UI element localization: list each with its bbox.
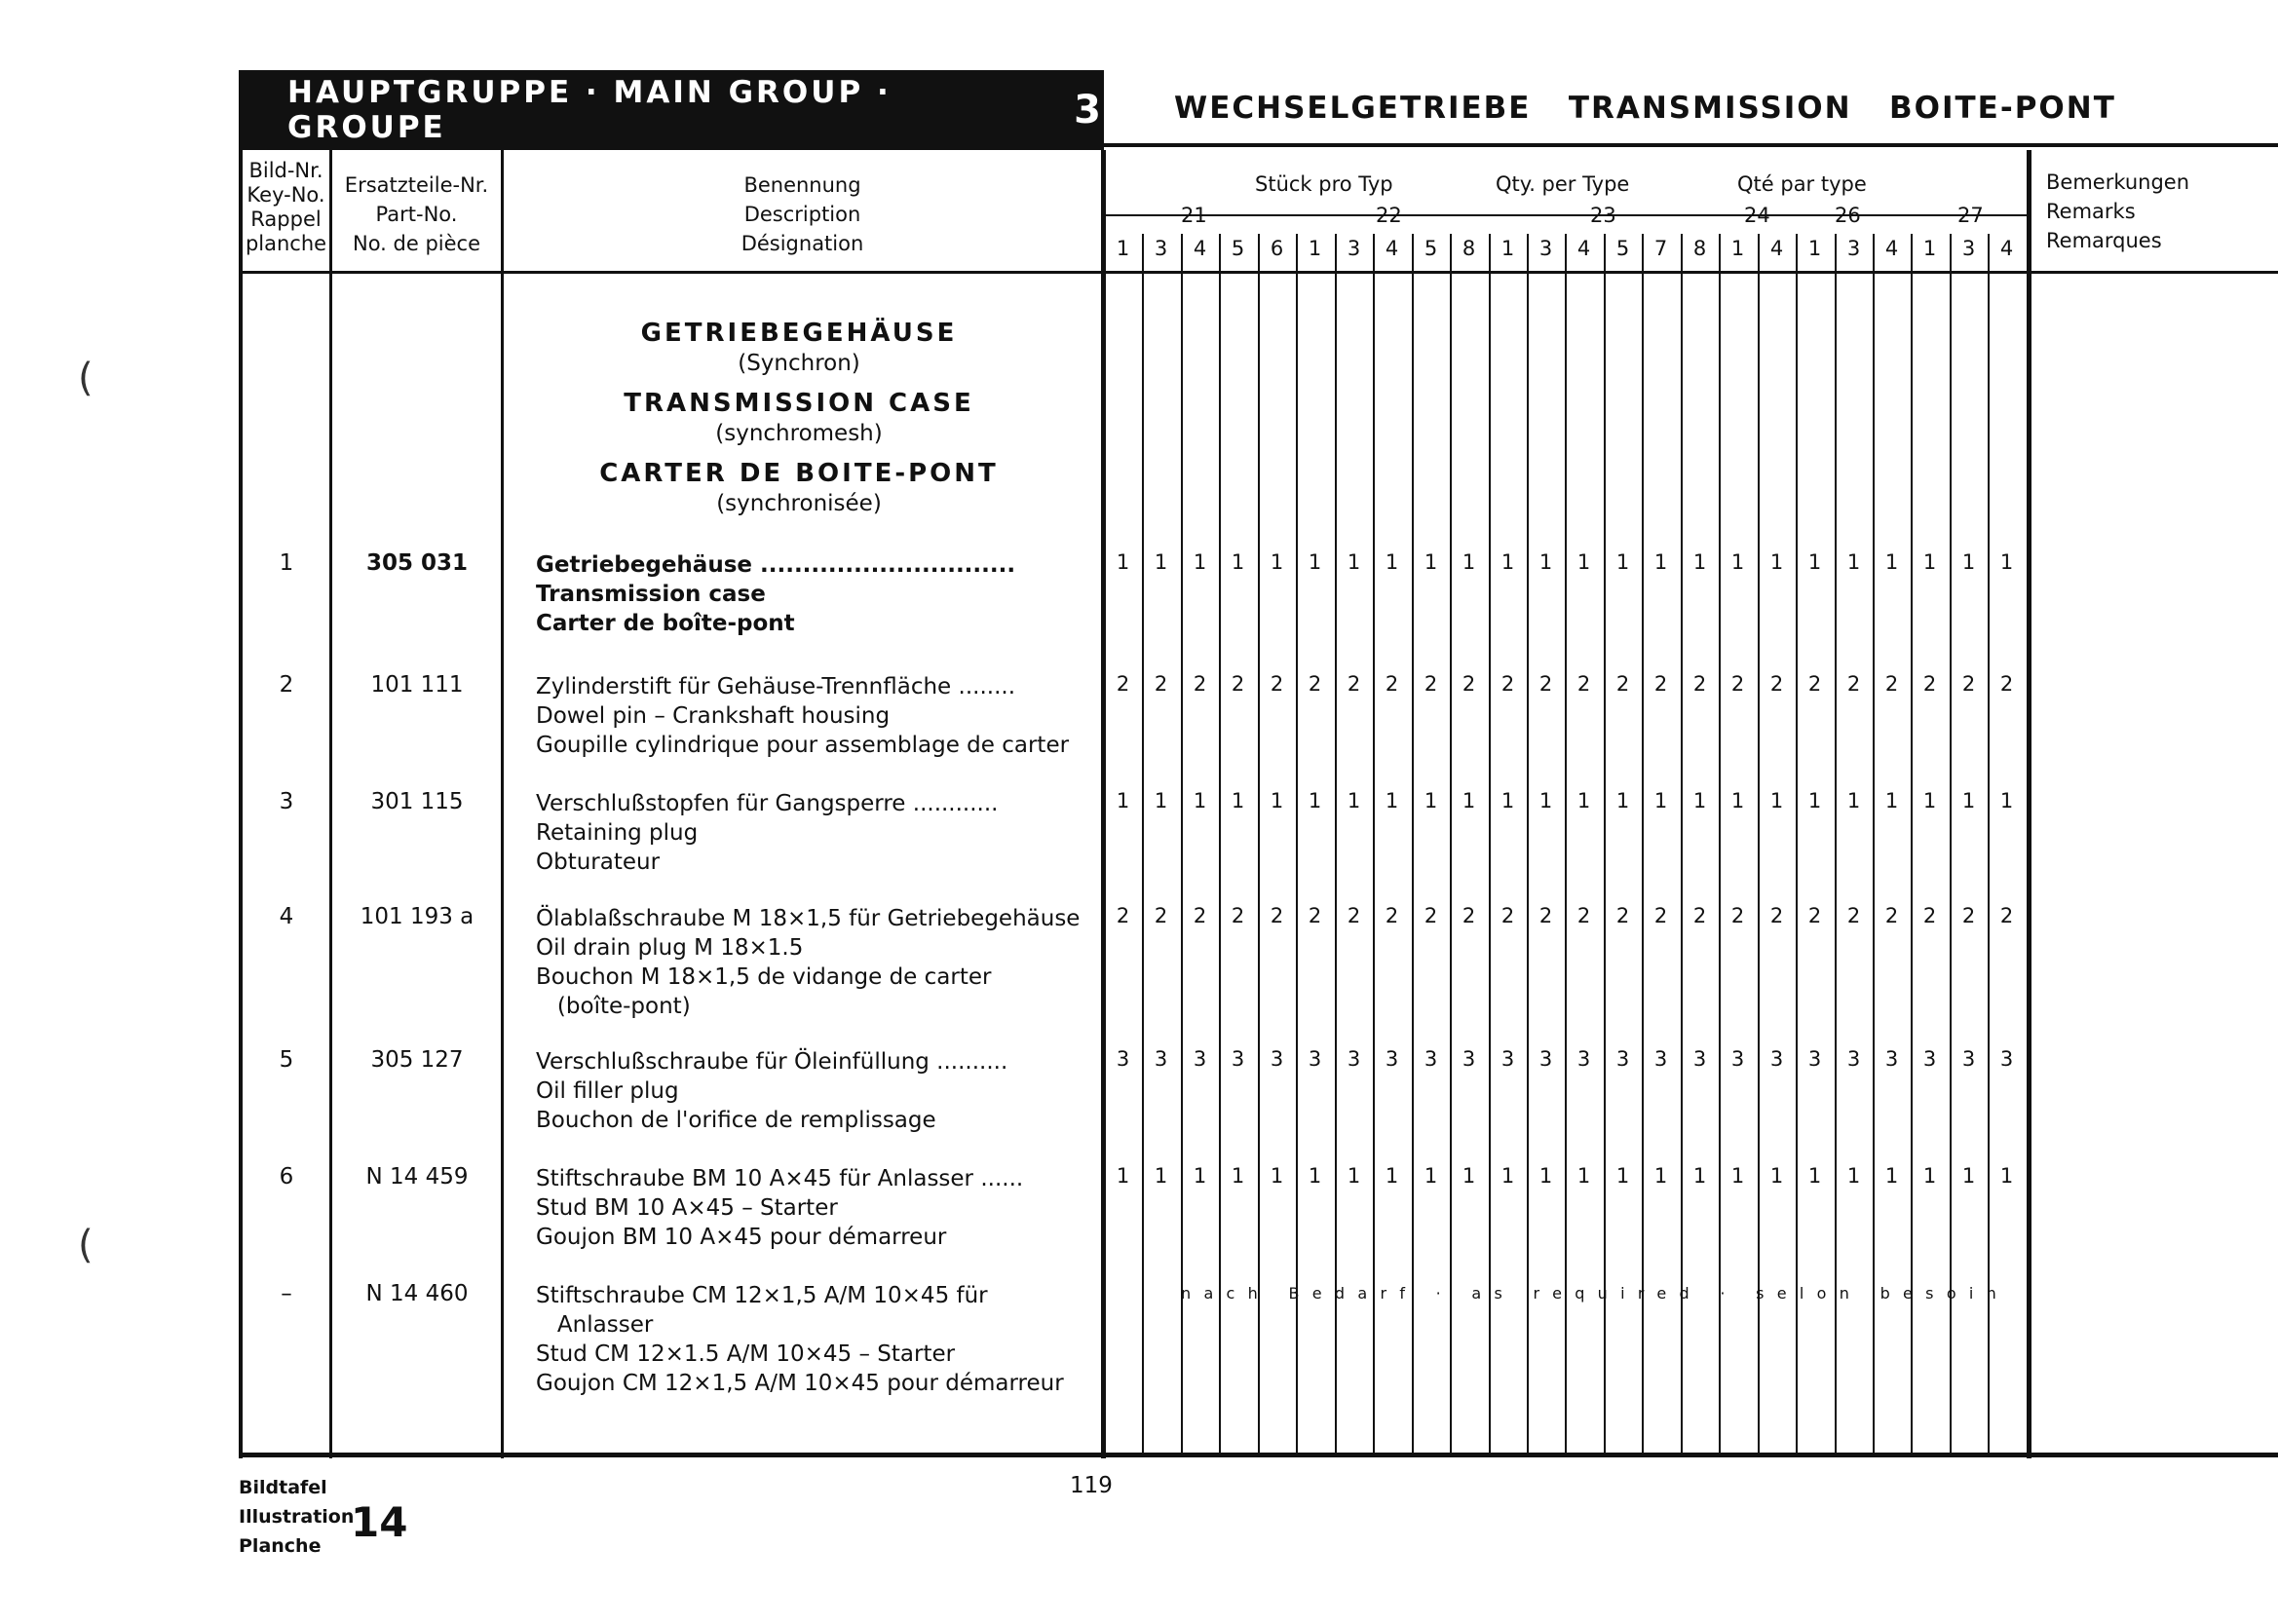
quantity-cell: 2 — [1576, 672, 1591, 696]
type-group-label: 26 — [1835, 204, 1861, 227]
type-group-label: 23 — [1590, 204, 1616, 227]
quantity-cell: 1 — [1385, 789, 1399, 812]
qty-column-line — [1835, 234, 1837, 1454]
quantity-cell: 1 — [1922, 550, 1937, 574]
quantity-cell: 2 — [1424, 672, 1438, 696]
quantity-cell: 1 — [1807, 789, 1822, 812]
variant-number: 8 — [1692, 237, 1707, 260]
quantity-cell: 2 — [1231, 672, 1245, 696]
plate-label: Illustration — [239, 1506, 355, 1528]
variant-number: 5 — [1231, 237, 1245, 260]
quantity-cell: 1 — [1961, 1164, 1976, 1188]
quantity-cell: 3 — [1500, 1047, 1515, 1071]
variant-number: 4 — [1576, 237, 1591, 260]
variant-number: 1 — [1500, 237, 1515, 260]
variant-number: 3 — [1154, 237, 1168, 260]
quantity-cell: 2 — [1884, 904, 1899, 927]
quantity-cell: 1 — [1846, 789, 1861, 812]
quantity-cell: 1 — [1308, 789, 1322, 812]
description-line: Oil filler plug — [536, 1078, 679, 1104]
variant-number: 1 — [1116, 237, 1130, 260]
quantity-cell: 1 — [1154, 789, 1168, 812]
description-line: Goujon BM 10 A×45 pour démarreur — [536, 1225, 947, 1250]
quantity-cell: 1 — [1692, 789, 1707, 812]
quantity-cell: 2 — [1231, 904, 1245, 927]
description-line: Stud CM 12×1.5 A/M 10×45 – Starter — [536, 1341, 956, 1367]
qty-column-line — [1719, 234, 1721, 1454]
quantity-cell: 1 — [1500, 550, 1515, 574]
part-description — [536, 1281, 1082, 1398]
quantity-cell: 1 — [1538, 1164, 1553, 1188]
section-subtitle-de: (Synchron) — [738, 351, 860, 376]
quantity-cell: 1 — [1615, 1164, 1630, 1188]
part-description — [536, 672, 1082, 760]
quantity-cell: 2 — [1922, 904, 1937, 927]
type-group-label: 27 — [1957, 204, 1984, 227]
quantity-cell: 2 — [1538, 904, 1553, 927]
key-number: – — [281, 1281, 292, 1306]
quantity-cell: 1 — [1270, 1164, 1284, 1188]
as-required-note: nach Bedarf · as required · selon besoin — [1181, 1284, 2010, 1303]
qty-column-line — [1873, 234, 1875, 1454]
quantity-cell: 2 — [1116, 672, 1130, 696]
header-line: No. de pièce — [352, 232, 480, 255]
quantity-cell: 2 — [1653, 904, 1668, 927]
header-line: Désignation — [740, 232, 864, 255]
quantity-cell: 3 — [1692, 1047, 1707, 1071]
variant-number: 4 — [1193, 237, 1207, 260]
quantity-cell: 1 — [1116, 550, 1130, 574]
qty-column-line — [1258, 234, 1260, 1454]
main-group-label: HAUPTGRUPPE · MAIN GROUP · GROUPE — [287, 75, 892, 145]
part-description — [536, 1164, 1082, 1252]
quantity-cell: 3 — [1308, 1047, 1322, 1071]
description-line: Goujon CM 12×1,5 A/M 10×45 pour démarreur — [536, 1371, 1064, 1396]
qty-column-line — [1489, 234, 1491, 1454]
quantity-cell: 2 — [1500, 904, 1515, 927]
quantity-cell: 1 — [1116, 1164, 1130, 1188]
quantity-cell: 3 — [1653, 1047, 1668, 1071]
description-line: Obturateur — [536, 850, 661, 875]
quantity-cell: 2 — [1922, 672, 1937, 696]
plate-label: Planche — [239, 1535, 322, 1557]
part-number: 101 193 a — [360, 904, 475, 929]
qty-column-line — [1950, 234, 1952, 1454]
quantity-cell: 2 — [1807, 672, 1822, 696]
quantity-cell: 1 — [1884, 550, 1899, 574]
description-line: Anlasser — [536, 1312, 654, 1338]
part-no-header — [332, 170, 501, 258]
quantity-cell: 3 — [1846, 1047, 1861, 1071]
qty-column-line — [1335, 234, 1337, 1454]
quantity-cell: 1 — [1347, 550, 1361, 574]
qty-column-line — [1142, 234, 1144, 1454]
quantity-cell: 1 — [1308, 1164, 1322, 1188]
variant-number: 1 — [1922, 237, 1937, 260]
quantity-cell: 1 — [1615, 550, 1630, 574]
quantity-cell: 2 — [1154, 672, 1168, 696]
plate-number: 14 — [351, 1498, 408, 1546]
column-divider — [2027, 150, 2031, 1458]
header-line: Benennung — [743, 173, 861, 197]
quantity-cell: 3 — [1193, 1047, 1207, 1071]
variant-number: 4 — [1884, 237, 1899, 260]
column-divider — [329, 150, 332, 1458]
quantity-cell: 2 — [1999, 672, 2014, 696]
section-heading — [507, 317, 1091, 517]
quantity-cell: 2 — [1576, 904, 1591, 927]
quantity-cell: 1 — [1500, 789, 1515, 812]
part-number: N 14 459 — [365, 1164, 469, 1190]
header-line: Remarques — [2046, 229, 2162, 252]
qty-column-line — [1527, 234, 1529, 1454]
description-line: Zylinderstift für Gehäuse-Trennfläche ........ — [536, 674, 1016, 699]
quantity-cell: 1 — [1922, 789, 1937, 812]
variant-number: 1 — [1308, 237, 1322, 260]
quantity-cell: 1 — [1576, 789, 1591, 812]
description-line: Verschlußschraube für Öleinfüllung .......... — [536, 1049, 1008, 1075]
quantity-cell: 2 — [1961, 672, 1976, 696]
quantity-cell: 1 — [1462, 550, 1476, 574]
quantity-cell: 2 — [1884, 672, 1899, 696]
quantity-cell: 2 — [1961, 904, 1976, 927]
variant-number: 1 — [1730, 237, 1745, 260]
header-line: Bild-Nr. — [248, 159, 323, 182]
variant-number: 4 — [1385, 237, 1399, 260]
quantity-cell: 1 — [1615, 789, 1630, 812]
variant-number: 5 — [1424, 237, 1438, 260]
quantity-cell: 2 — [1769, 904, 1784, 927]
quantity-cell: 1 — [1193, 550, 1207, 574]
quantity-cell: 1 — [1653, 1164, 1668, 1188]
quantity-cell: 2 — [1999, 904, 2014, 927]
qty-column-line — [1604, 234, 1606, 1454]
description-line: Stiftschraube CM 12×1,5 A/M 10×45 für — [536, 1283, 988, 1308]
qty-header-de: Stück pro Typ — [1255, 172, 1393, 196]
quantity-cell: 3 — [1538, 1047, 1553, 1071]
description-line: Bouchon de l'orifice de remplissage — [536, 1108, 936, 1133]
quantity-cell: 1 — [1154, 550, 1168, 574]
main-group-banner — [239, 70, 1104, 150]
qty-column-line — [1988, 234, 1990, 1454]
quantity-cell: 2 — [1462, 672, 1476, 696]
quantity-cell: 3 — [1385, 1047, 1399, 1071]
quantity-cell: 1 — [1462, 789, 1476, 812]
quantity-cell: 1 — [1193, 1164, 1207, 1188]
quantity-cell: 2 — [1692, 672, 1707, 696]
header-rule — [1104, 143, 2278, 147]
variant-number: 5 — [1615, 237, 1630, 260]
header-line: Key-No. — [247, 183, 325, 207]
description-line: Verschlußstopfen für Gangsperre ............ — [536, 791, 999, 816]
quantity-cell: 2 — [1193, 904, 1207, 927]
quantity-cell: 3 — [1347, 1047, 1361, 1071]
quantity-cell: 3 — [1462, 1047, 1476, 1071]
header-line: Bemerkungen — [2046, 170, 2190, 194]
quantity-cell: 1 — [1653, 550, 1668, 574]
key-number: 1 — [279, 550, 294, 576]
quantity-cell: 2 — [1807, 904, 1822, 927]
quantity-cell: 1 — [1769, 1164, 1784, 1188]
description-line: (boîte-pont) — [536, 994, 691, 1019]
qty-column-line — [1796, 234, 1798, 1454]
header-line: Ersatzteile-Nr. — [344, 173, 489, 197]
qty-column-line — [1911, 234, 1913, 1454]
section-subtitle-fr: (synchronisée) — [716, 491, 882, 516]
quantity-cell: 1 — [1807, 1164, 1822, 1188]
quantity-cell: 1 — [1922, 1164, 1937, 1188]
quantity-cell: 3 — [1116, 1047, 1130, 1071]
quantity-cell: 2 — [1615, 672, 1630, 696]
description-line: Goupille cylindrique pour assemblage de carter — [536, 733, 1070, 758]
header-line: Description — [743, 203, 861, 226]
description-line: Retaining plug — [536, 820, 699, 846]
quantity-cell: 2 — [1308, 904, 1322, 927]
quantity-cell: 1 — [1231, 789, 1245, 812]
remarks-header — [2046, 168, 2189, 255]
header-line: planche — [245, 232, 327, 255]
quantity-cell: 1 — [1769, 550, 1784, 574]
variant-number: 3 — [1347, 237, 1361, 260]
variant-number: 7 — [1653, 237, 1668, 260]
description-line: Stud BM 10 A×45 – Starter — [536, 1195, 838, 1221]
group-rule — [1104, 214, 2027, 216]
section-title-fr: CARTER DE BOITE-PONT — [599, 459, 999, 488]
margin-mark: ( — [78, 356, 94, 400]
quantity-cell: 1 — [1576, 550, 1591, 574]
key-number: 4 — [279, 904, 294, 929]
key-number: 2 — [279, 672, 294, 698]
description-line: Getriebegehäuse .............................. — [536, 552, 1016, 578]
quantity-cell: 3 — [1999, 1047, 2014, 1071]
qty-column-line — [1219, 234, 1221, 1454]
quantity-cell: 1 — [1424, 789, 1438, 812]
qty-column-line — [1758, 234, 1760, 1454]
quantity-cell: 2 — [1154, 904, 1168, 927]
quantity-cell: 1 — [1347, 789, 1361, 812]
quantity-cell: 1 — [1692, 550, 1707, 574]
quantity-cell: 1 — [1538, 550, 1553, 574]
description-line: Bouchon M 18×1,5 de vidange de carter — [536, 964, 992, 990]
quantity-cell: 1 — [1193, 789, 1207, 812]
description-line: Dowel pin – Crankshaft housing — [536, 703, 891, 729]
plate-label: Bildtafel — [239, 1477, 327, 1498]
quantity-cell: 2 — [1653, 672, 1668, 696]
quantity-cell: 1 — [1347, 1164, 1361, 1188]
quantity-cell: 2 — [1538, 672, 1553, 696]
description-header — [504, 170, 1101, 258]
quantity-cell: 3 — [1807, 1047, 1822, 1071]
qty-column-line — [1450, 234, 1452, 1454]
description-line: Oil drain plug M 18×1.5 — [536, 935, 804, 961]
part-number: N 14 460 — [365, 1281, 469, 1306]
quantity-cell: 1 — [1769, 789, 1784, 812]
quantity-cell: 1 — [1231, 550, 1245, 574]
description-line: Carter de boîte-pont — [536, 611, 795, 636]
quantity-cell: 1 — [1999, 550, 2014, 574]
table-left-border — [239, 150, 243, 1458]
group-number: 3 — [1074, 88, 1104, 132]
description-line: Ölablaßschraube M 18×1,5 für Getriebegehäuse — [536, 906, 1081, 931]
quantity-cell: 2 — [1462, 904, 1476, 927]
quantity-cell: 1 — [1846, 550, 1861, 574]
quantity-cell: 2 — [1846, 672, 1861, 696]
qty-header-en: Qty. per Type — [1496, 172, 1630, 196]
header-line: Rappel — [250, 208, 322, 231]
part-number: 305 031 — [365, 550, 469, 576]
key-number: 6 — [279, 1164, 294, 1190]
quantity-cell: 2 — [1730, 904, 1745, 927]
qty-column-line — [1565, 234, 1567, 1454]
quantity-cell: 1 — [1308, 550, 1322, 574]
variant-number: 4 — [1769, 237, 1784, 260]
qty-header-fr: Qté par type — [1737, 172, 1867, 196]
quantity-cell: 3 — [1730, 1047, 1745, 1071]
variant-number: 4 — [1999, 237, 2014, 260]
quantity-cell: 2 — [1730, 672, 1745, 696]
quantity-cell: 3 — [1884, 1047, 1899, 1071]
qty-column-line — [1412, 234, 1414, 1454]
quantity-cell: 1 — [1999, 1164, 2014, 1188]
variant-number: 6 — [1270, 237, 1284, 260]
quantity-cell: 1 — [1154, 1164, 1168, 1188]
part-number: 305 127 — [370, 1047, 464, 1073]
quantity-cell: 2 — [1846, 904, 1861, 927]
variant-number: 8 — [1462, 237, 1476, 260]
quantity-cell: 1 — [1385, 550, 1399, 574]
part-number: 301 115 — [370, 789, 464, 814]
part-description — [536, 550, 1082, 638]
section-title-en: TRANSMISSION CASE — [624, 389, 974, 418]
type-group-label: 22 — [1376, 204, 1402, 227]
quantity-cell: 1 — [1846, 1164, 1861, 1188]
quantity-cell: 1 — [1576, 1164, 1591, 1188]
quantity-cell: 2 — [1347, 904, 1361, 927]
section-title: WECHSELGETRIEBE TRANSMISSION BOITE-PONT — [1174, 91, 2116, 126]
quantity-cell: 3 — [1922, 1047, 1937, 1071]
quantity-cell: 1 — [1961, 789, 1976, 812]
margin-mark: ( — [78, 1223, 94, 1267]
description-line: Stiftschraube BM 10 A×45 für Anlasser ...... — [536, 1166, 1024, 1191]
quantity-cell: 1 — [1884, 1164, 1899, 1188]
quantity-cell: 2 — [1385, 672, 1399, 696]
key-number: 3 — [279, 789, 294, 814]
quantity-cell: 1 — [1538, 789, 1553, 812]
key-no-header — [243, 159, 329, 256]
quantity-cell: 2 — [1270, 672, 1284, 696]
quantity-cell: 1 — [1231, 1164, 1245, 1188]
quantity-cell: 1 — [1807, 550, 1822, 574]
quantity-cell: 1 — [1730, 550, 1745, 574]
column-divider — [501, 150, 504, 1458]
description-line: Transmission case — [536, 582, 766, 607]
quantity-cell: 2 — [1769, 672, 1784, 696]
variant-number: 3 — [1538, 237, 1553, 260]
part-number: 101 111 — [370, 672, 464, 698]
quantity-cell: 1 — [1424, 1164, 1438, 1188]
quantity-cell: 1 — [1999, 789, 2014, 812]
qty-column-line — [1373, 234, 1375, 1454]
quantity-cell: 1 — [1385, 1164, 1399, 1188]
qty-column-line — [1681, 234, 1683, 1454]
quantity-cell: 3 — [1270, 1047, 1284, 1071]
quantity-cell: 3 — [1576, 1047, 1591, 1071]
quantity-cell: 2 — [1308, 672, 1322, 696]
quantity-cell: 2 — [1424, 904, 1438, 927]
quantity-cell: 1 — [1116, 789, 1130, 812]
section-subtitle-en: (synchromesh) — [715, 421, 883, 446]
qty-column-line — [1181, 234, 1183, 1454]
part-description — [536, 904, 1082, 1021]
quantity-cell: 3 — [1769, 1047, 1784, 1071]
key-number: 5 — [279, 1047, 294, 1073]
quantity-cell: 1 — [1424, 550, 1438, 574]
quantity-cell: 1 — [1462, 1164, 1476, 1188]
quantity-cell: 1 — [1961, 550, 1976, 574]
quantity-cell: 3 — [1231, 1047, 1245, 1071]
quantity-cell: 3 — [1615, 1047, 1630, 1071]
quantity-cell: 1 — [1653, 789, 1668, 812]
part-description — [536, 789, 1082, 877]
quantity-cell: 2 — [1347, 672, 1361, 696]
header-line: Remarks — [2046, 200, 2136, 223]
quantity-cell: 2 — [1270, 904, 1284, 927]
part-description — [536, 1047, 1082, 1135]
type-group-label: 24 — [1744, 204, 1770, 227]
quantity-cell: 1 — [1692, 1164, 1707, 1188]
variant-number: 1 — [1807, 237, 1822, 260]
quantity-cell: 1 — [1270, 789, 1284, 812]
quantity-cell: 3 — [1961, 1047, 1976, 1071]
quantity-cell: 2 — [1692, 904, 1707, 927]
header-line: Part-No. — [375, 203, 458, 226]
qty-column-line — [1642, 234, 1644, 1454]
quantity-cell: 1 — [1884, 789, 1899, 812]
quantity-cell: 3 — [1154, 1047, 1168, 1071]
page-number: 119 — [1070, 1473, 1113, 1498]
quantity-cell: 1 — [1730, 789, 1745, 812]
quantity-cell: 1 — [1500, 1164, 1515, 1188]
type-group-label: 21 — [1181, 204, 1207, 227]
variant-number: 3 — [1846, 237, 1861, 260]
quantity-cell: 2 — [1500, 672, 1515, 696]
quantity-cell: 2 — [1193, 672, 1207, 696]
qty-column-line — [1296, 234, 1298, 1454]
quantity-cell: 2 — [1385, 904, 1399, 927]
quantity-cell: 3 — [1424, 1047, 1438, 1071]
variant-number: 3 — [1961, 237, 1976, 260]
quantity-cell: 2 — [1615, 904, 1630, 927]
section-title-de: GETRIEBEGEHÄUSE — [640, 319, 958, 348]
plate-labels — [239, 1473, 354, 1561]
quantity-cell: 1 — [1270, 550, 1284, 574]
quantity-cell: 1 — [1730, 1164, 1745, 1188]
quantity-cell: 2 — [1116, 904, 1130, 927]
